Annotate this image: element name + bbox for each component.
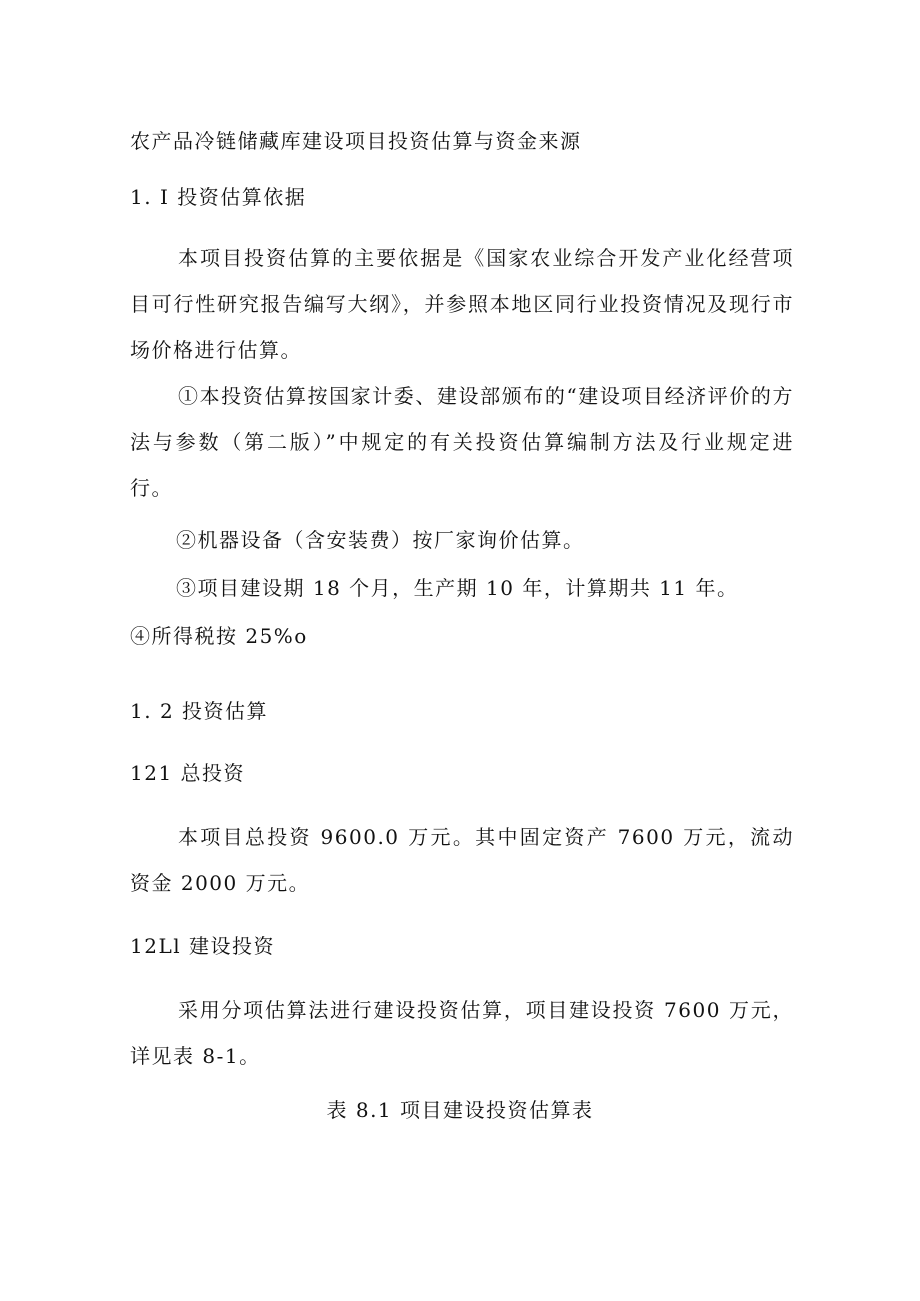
section-heading-1-2: 1. 2 投资估算 (130, 699, 269, 723)
basis-item-4: ④所得税按 25%o (130, 624, 308, 648)
subsection-heading-121: 121 总投资 (130, 761, 246, 785)
basis-item-2: ②机器设备（含安装费）按厂家询价估算。 (176, 528, 585, 552)
subsection-heading-12l1: 12Ll 建设投资 (130, 934, 275, 958)
section-heading-1-1: 1. I 投资估算依据 (130, 185, 307, 209)
document-title: 农产品冷链储藏库建设项目投资估算与资金来源 (130, 129, 582, 153)
total-investment-paragraph: 本项目总投资 9600.0 万元。其中固定资产 7600 万元，流动资金 2000 万元。 (130, 825, 794, 895)
table-caption: 表 8.1 项目建设投资估算表 (326, 1098, 594, 1122)
construction-investment-paragraph: 采用分项估算法进行建设投资估算，项目建设投资 7600 万元，详见表 8-1。 (130, 998, 794, 1068)
basis-item-3: ③项目建设期 18 个月，生产期 10 年，计算期共 11 年。 (176, 576, 739, 600)
basis-item-1: ①本投资估算按国家计委、建设部颁布的“建设项目经济评价的方法与参数（第二版）”中规定的有关投资估算编制方法及行业规定进行。 (130, 384, 794, 500)
intro-paragraph: 本项目投资估算的主要依据是《国家农业综合开发产业化经营项目可行性研究报告编写大纲》，并参照本地区同行业投资情况及现行市场价格进行估算。 (130, 246, 794, 362)
